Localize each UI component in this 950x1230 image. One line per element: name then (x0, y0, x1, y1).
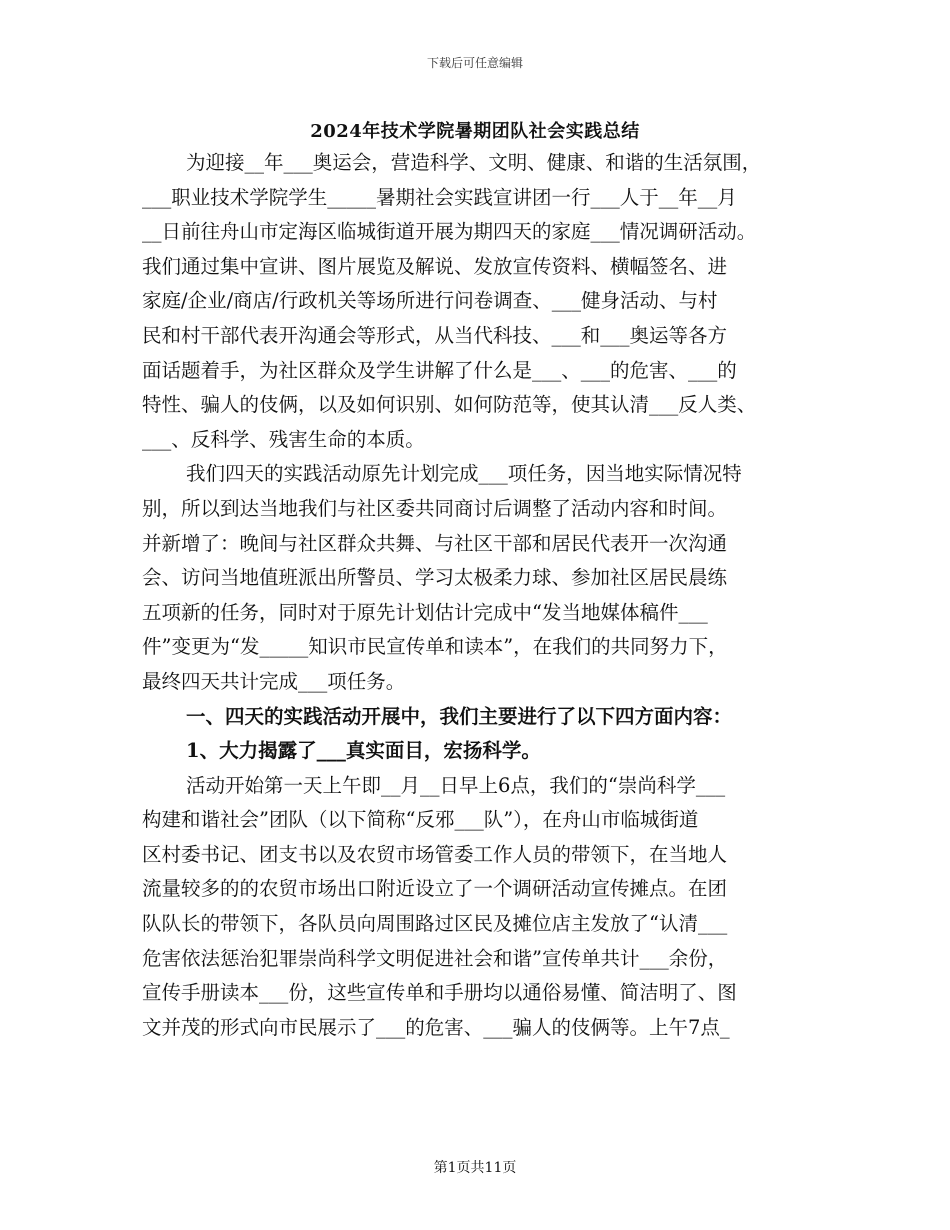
text-line: 家庭/企业/商店/行政机关等场所进行问卷调查、___健身活动、与村 (142, 289, 718, 313)
text-line: 特性、骗人的伎俩，以及如何识别、如何防范等，使其认清___反人类、 (142, 393, 757, 417)
text-line: __日前往舟山市定海区临城街道开展为期四天的家庭___情况调研活动。 (142, 220, 757, 244)
text-line: 别，所以到达当地我们与社区委共同商讨后调整了活动内容和时间。 (142, 496, 728, 520)
text-line: 危害依法惩治犯罪崇尚科学文明促进社会和谐”宣传单共计___余份， (142, 946, 728, 970)
text-line: 队队长的带领下，各队员向周围路过区民及摊位店主发放了“认清___ (142, 912, 728, 936)
section-heading-line: 1、大力揭露了___真实面目，宏扬科学。 (186, 739, 541, 763)
text-line: 我们通过集中宣讲、图片展览及解说、发放宣传资料、横幅签名、进 (142, 254, 728, 278)
text-line: ___职业技术学院学生_____暑期社会实践宣讲团一行___人于__年__月 (142, 185, 737, 209)
text-line: 为迎接__年___奥运会，营造科学、文明、健康、和谐的生活氛围， (186, 151, 762, 174)
text-line: 构建和谐社会”团队（以下简称“反邪___队”），在舟山市临城街道 (142, 808, 699, 832)
text-line: 件”变更为“发_____知识市民宣传单和读本”，在我们的共同努力下， (142, 635, 728, 659)
section-heading-line: 一、四天的实践活动开展中，我们主要进行了以下四方面内容： (186, 704, 733, 728)
text-line: 活动开始第一天上午即__月__日早上6点，我们的“崇尚科学___ (186, 773, 726, 797)
text-line: 区村委书记、团支书以及农贸市场管委工作人员的带领下，在当地人 (142, 842, 728, 866)
text-line: 五项新的任务，同时对于原先计划估计完成中“发当地媒体稿件___ (142, 600, 708, 624)
page-footer: 第1页共11页 (433, 1160, 517, 1176)
document-title: 2024年技术学院暑期团队社会实践总结 (310, 121, 640, 142)
text-line: 最终四天共计完成___项任务。 (142, 669, 406, 693)
document-body (142, 146, 814, 1045)
header-note: 下载后可任意编辑 (426, 56, 523, 70)
text-line: 文并茂的形式向市民展示了___的危害、___骗人的伎俩等。上午7点_ (142, 1015, 730, 1039)
text-line: 宣传手册读本___份，这些宣传单和手册均以通俗易懂、简洁明了、图 (142, 981, 737, 1005)
text-line: 并新增了：晚间与社区群众共舞、与社区干部和居民代表开一次沟通 (142, 531, 728, 555)
text-line: 民和村干部代表开沟通会等形式，从当代科技、___和___奥运等各方 (142, 323, 728, 347)
text-line: 会、访问当地值班派出所警员、学习太极柔力球、参加社区居民晨练 (142, 566, 728, 590)
text-line: 流量较多的的农贸市场出口附近设立了一个调研活动宣传摊点。在团 (142, 877, 728, 901)
text-line: ___、反科学、残害生命的本质。 (142, 427, 425, 451)
text-line: 我们四天的实践活动原先计划完成___项任务，因当地实际情况特 (186, 462, 742, 486)
text-line: 面话题着手，为社区群众及学生讲解了什么是___、___的危害、___的 (142, 358, 737, 382)
